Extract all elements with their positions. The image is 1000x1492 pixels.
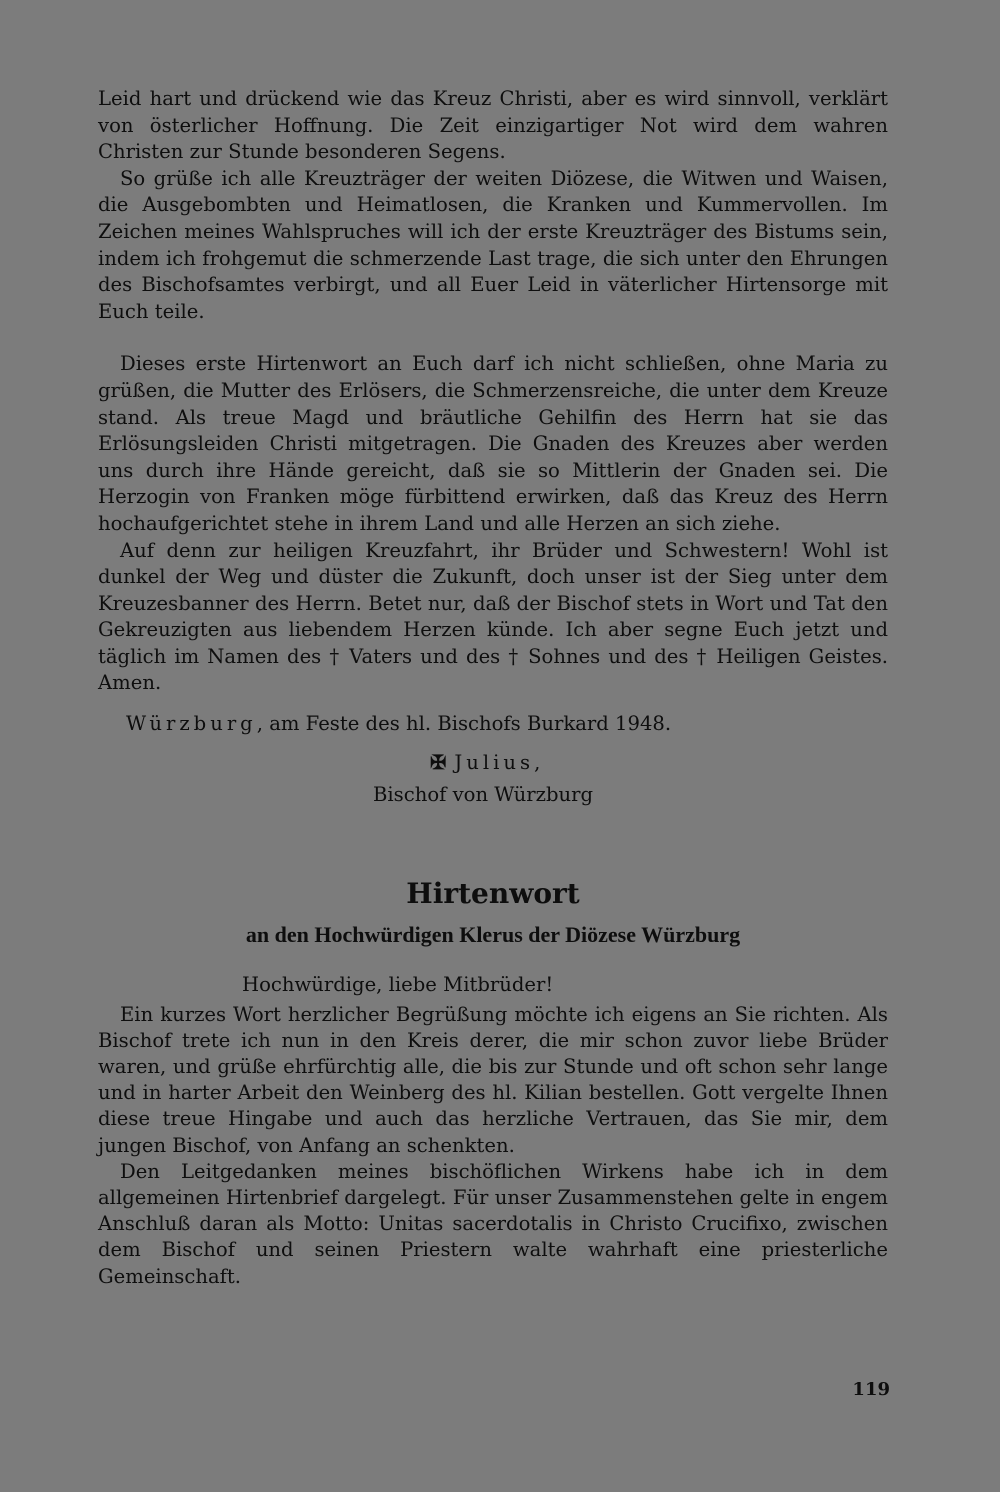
letter-body xyxy=(98,86,888,697)
section-body xyxy=(98,1002,888,1290)
section-subtitle: an den Hochwürdigen Klerus der Diözese Würzburg xyxy=(245,921,741,947)
dateline xyxy=(98,711,888,738)
bishop-cross-icon: ✠ xyxy=(430,750,447,774)
signature-title: Bischof von Würzburg xyxy=(373,782,594,806)
page-number: 119 xyxy=(852,1379,890,1400)
section-paragraph-2: Den Leitgedanken meines bischöflichen Wirkens habe ich in dem allgemeinen Hirtenbrief dargelegt. Für unser Zusammenstehen gelte in engem Anschluß daran als Motto: Unitas sacerdotalis in Christo Crucifixo, zwischen dem Bischof und seinen Priestern walte wahrhaft eine priesterliche Gemeinschaft. xyxy=(98,1159,888,1288)
dateline-place: Würzburg xyxy=(126,712,257,736)
salutation: Hochwürdige, liebe Mitbrüder! xyxy=(242,972,554,996)
signature-name: Julius, xyxy=(454,750,545,774)
section-title: Hirtenwort xyxy=(406,876,580,910)
letter-paragraph-4: Auf denn zur heiligen Kreuzfahrt, ihr Brüder und Schwestern! Wohl ist dunkel der Weg und düster die Zukunft, doch unser ist der Sieg unter dem Kreuzesbanner des Herrn. Betet nur, daß der Bischof stets in Wort und Tat den Gekreuzigten aus liebendem Herzen künde. Ich aber segne Euch jetzt und täglich im Namen des † Vaters und des † Sohnes und des † Heiligen Geistes. Amen. xyxy=(98,538,888,695)
section-paragraph-1: Ein kurzes Wort herzlicher Begrüßung möchte ich eigens an Sie richten. Als Bischof trete ich nun in den Kreis derer, die mir schon zuvor liebe Brüder waren, und grüße ehrfürchtig alle, die bis zur Stunde und oft schon sehr lange und in harter Arbeit den Weinberg des hl. Kilian bestellen. Gott vergelte Ihnen diese treue Hingabe und auch das herzliche Vertrauen, das Sie mir, dem jungen Bischof, von Anfang an schenkten. xyxy=(98,1002,888,1157)
paragraph-gap xyxy=(98,325,888,351)
letter-paragraph-1: Leid hart und drückend wie das Kreuz Christi, aber es wird sinnvoll, verklärt von österlicher Hoffnung. Die Zeit einzigartiger Not wird dem wahren Christen zur Stunde besonderen Segens. xyxy=(98,87,888,164)
dateline-text: , am Feste des hl. Bischofs Burkard 1948. xyxy=(256,712,672,736)
book-page xyxy=(98,86,888,1290)
letter-paragraph-2: So grüße ich alle Kreuzträger der weiten Diözese, die Witwen und Waisen, die Ausgebombten und Heimatlosen, die Kranken und Kummervollen. Im Zeichen meines Wahlspruches will ich der erste Kreuzträger des Bistums sein, indem ich frohgemut die schmerzende Last trage, die sich unter den Ehrungen des Bischofsamtes verbirgt, und all Euer Leid in väterlicher Hirtensorge mit Euch teile. xyxy=(98,166,888,323)
letter-paragraph-3: Dieses erste Hirtenwort an Euch darf ich nicht schließen, ohne Maria zu grüßen, die Mutter des Erlösers, die Schmerzensreiche, die unter dem Kreuze stand. Als treue Magd und bräutliche Gehilfin des Herrn hat sie das Erlösungsleiden Christi mitgetragen. Die Gnaden des Kreuzes aber werden uns durch ihre Hände gereicht, daß sie so Mittlerin der Gnaden sei. Die Herzogin von Franken möge fürbittend erwirken, daß das Kreuz des Herrn hochaufgerichtet stehe in ihrem Land und alle Herzen an sich ziehe. xyxy=(98,352,888,535)
signature xyxy=(98,746,888,780)
